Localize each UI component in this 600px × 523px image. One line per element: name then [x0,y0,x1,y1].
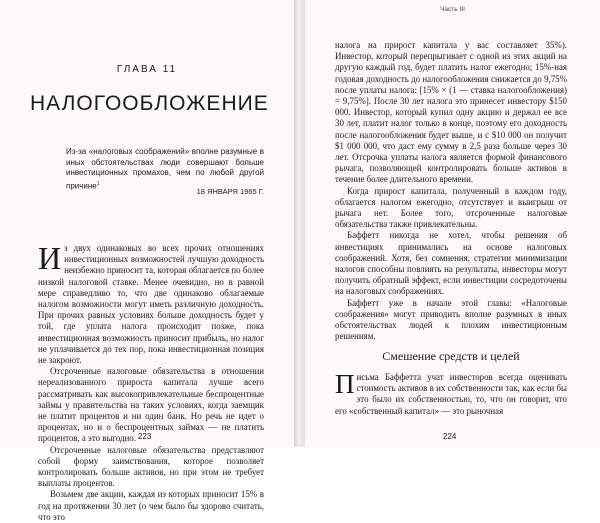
paragraph: Отсроченные налоговые обязательства представляют собой форму заимствования, которое позволяет контролировать больше активов, но при этом не требует выплаты процентов. [38,444,264,489]
paragraph: исьма Баффетта учат инвесторов всегда оценивать стоимость активов в их собственности так, как если бы это было их собственностью, то, что он говорит, что его «собственный капитал» — это рыночная [335,372,567,416]
chapter-label: ГЛАВА 11 [116,64,178,75]
drop-cap: П [335,369,355,399]
footnote-marker: 1 [96,180,100,187]
book-gutter [294,0,305,447]
paragraph: Когда прирост капитала, полученный в каждом году, облагается налогом ежегодно, отсутствует и выигрыш от рычага нет. Более того, отсроченные налоговые обязательства также привлекательны. [335,185,567,230]
paragraph: Баффетт уже в начале этой главы: «Налоговые соображения» могут приводить вполне разумных в иных обстоятельствах людей к плохим инвестиционным решениям. [335,297,567,342]
paragraph: Баффетт никогда не хотел, чтобы решения об инвестициях принимались на основе налоговых соображений. Хотя, без сомнения, стратегии минимизации налогов способны повлиять на результаты, инвесторы могут получить обратный эффект, если инвестиции сосредоточены на налоговых соображениях. [335,230,567,297]
right-body-text-2 [335,369,567,417]
section-title: Смешение средств и целей [382,349,520,363]
chapter-title: НАЛОГООБЛОЖЕНИЕ [30,92,269,115]
running-head: Часть III [440,6,465,13]
right-page [305,0,600,447]
page-number: 223 [138,432,152,441]
paragraph: налога на прирост капитала у вас составляет 35%). Инвестор, который перепрыгивает с одной из этих акций на другую каждый год, будет платить налог ежегодно; 15%-ная годовая доходность до налогообложения снижается до 9,75% после уплаты налога: [15% × (1 — ставка налогообложения) = 9,75%]. После 30 лет налога это принесет инвестору $150 000. Инвестор, который купил одну акцию и держал ее все 30 лет, платит налог только в конце, поэтому его доходность после налогообложения будет выше, и с $10 000 он получит $1 000 000, что даст ему сумму в 2,5 раза больше через 30 лет. Отсрочка уплаты налога является формой финансового рычага, позволяющей контролировать больше активов в течение более длительного времени. [335,40,567,185]
right-body-text [335,40,567,342]
paragraph: Возьмем две акции, каждая из которых приносит 15% в год на протяжении 30 лет (о чем было бы здорово считать, что это [38,489,264,522]
paragraph: Отсроченные налоговые обязательства в отношении нереализованного прироста капитала лучше всего рассматривать как высокопривлекательные беспроцентные займы у правительства на таких условиях, когда заемщик не платит процентов и ни один банк. Но речь не идет о процентах, но и о беспроцентных займах — не платить процентов, а это выгодно. [38,366,264,444]
left-body-text [38,240,264,523]
left-page [0,0,294,522]
page-number: 224 [443,432,457,441]
paragraph: з двух одинаковых во всех прочих отношениях инвестиционных возможностей лучшую доходность неизбежно приносит та, которая облагается по более низкой налоговой ставке. Менее очевидно, но в равной мере справедливо то, что две одинаково облагаемые налогом возможности могут иметь различную доходность. При прочих равных условиях больше доходность будет у той, где уплата налога происходит позже, пока инвестиционная возможность приносит прибыль, но налог не уплачивается до тех пор, пока инвестиционная позиция не закроют. [38,243,264,366]
epigraph-date: 18 ЯНВАРЯ 1965 Г. [196,187,264,196]
drop-cap: И [38,240,62,276]
epigraph [66,147,264,192]
epigraph-text: Из-за «налоговых соображений» вполне разумные в иных обстоятельствах люди совершают больше инвестиционных промахов, чем по любой другой причине [66,147,264,191]
